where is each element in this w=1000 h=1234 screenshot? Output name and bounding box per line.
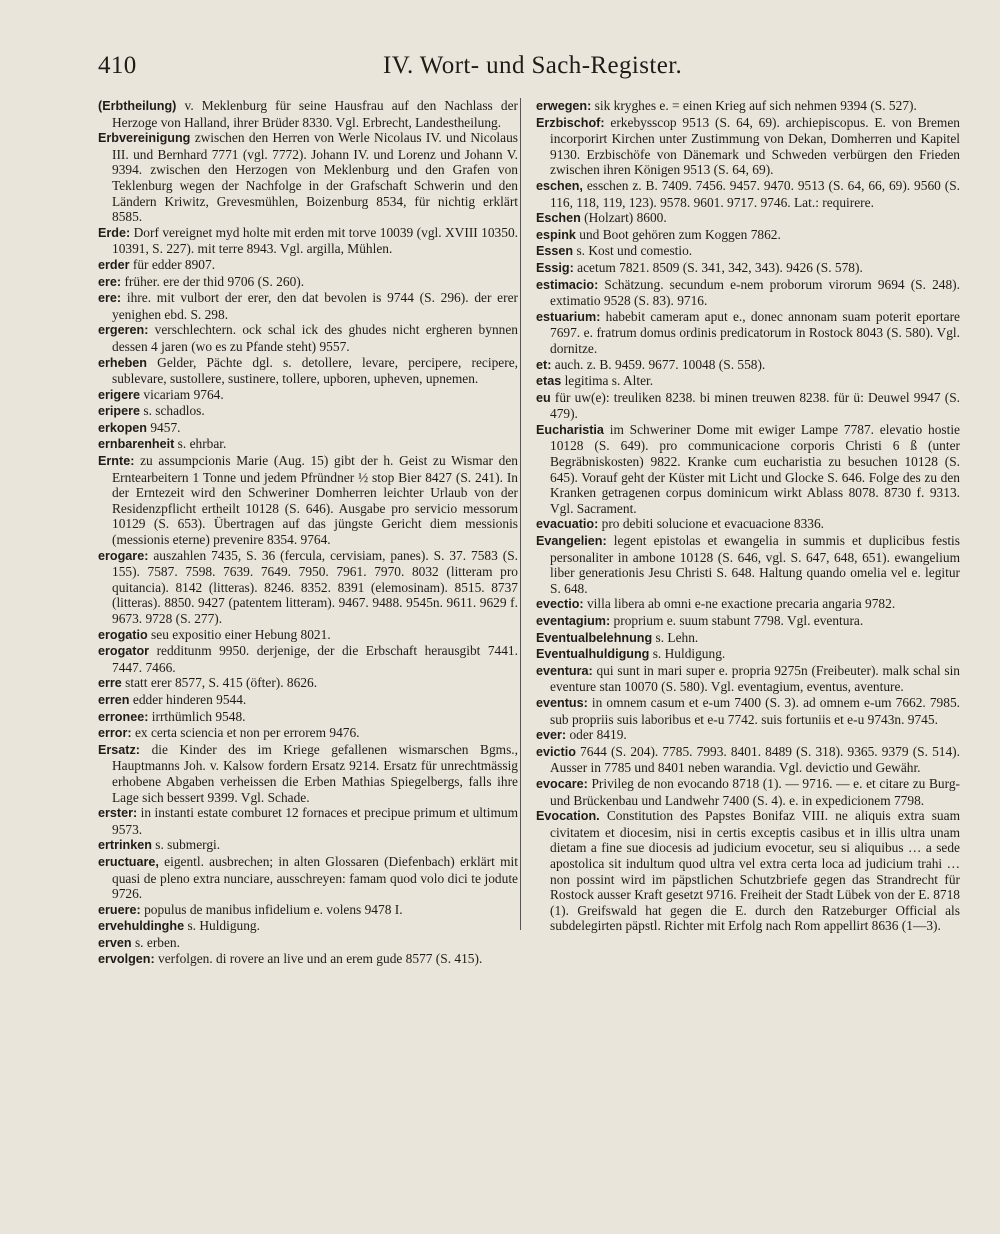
entry-text: s. Huldigung. (187, 918, 260, 934)
entry-headword: Ersatz: (98, 742, 140, 757)
entry-headword: erigere (98, 387, 141, 402)
entry-text: s. erben. (134, 934, 180, 950)
entry-headword: Eventualbelehnung (536, 630, 653, 645)
entry-text: seu expositio einer Hebung 8021. (151, 626, 331, 642)
entry-text: s. submergi. (155, 837, 221, 853)
entry-text: proprium e. suum stabunt 7798. Vgl. eventura. (613, 613, 864, 628)
entry-text: redditunm 9950. derjenige, der die Erbschaft herausgibt 7441. 7447. 7466. (112, 643, 518, 675)
entry-text: edder hinderen 9544. (132, 691, 247, 707)
index-entry (98, 548, 518, 627)
index-entry (98, 225, 518, 257)
index-entry (98, 742, 518, 805)
entry-headword: Erzbischof: (536, 115, 605, 130)
index-entry (98, 290, 518, 322)
entry-headword: ever: (536, 728, 567, 743)
index-entry (536, 373, 960, 390)
entry-headword: eripere (98, 404, 141, 419)
entry-text: esschen z. B. 7409. 7456. 9457. 9470. 9513 (S. 64, 66, 69). 9560 (S. 116, 118, 119, 123). 9578. 9601. 9717. 9746. Lat.: requirere. (550, 177, 960, 210)
entry-text: für edder 8907. (132, 256, 216, 272)
index-entry (98, 725, 518, 742)
entry-text: im Schweriner Dome mit ewiger Lampe 7787. elevatio hostie 10128 (S. 649). pro communicacione corporis Christi 6 ß (unter Begräbniskosten) 9822. Kranke cum eucharistia zu besuchen 10128 (S. 645). Vorauf geht der Küster mit Licht und Glocke S. 646. Folge des zu den Kranken getragenen corpus dominicum wirkt Ablass 8078. 8730 f. 9313. Vgl. Sacrament. (550, 421, 960, 516)
index-entry (98, 837, 518, 854)
entry-headword: ervolgen: (98, 952, 155, 967)
page-header (98, 52, 698, 88)
entry-headword: erogare: (98, 548, 149, 563)
entry-headword: evictio (536, 744, 576, 759)
entry-headword: estuarium: (536, 309, 601, 324)
index-entry (98, 98, 518, 130)
entry-text: auszahlen 7435, S. 36 (fercula, cervisiam, panes). S. 37. 7583 (S. 155). 7587. 7598. 7639. 7649. 7950. 7961. 7970. 8032 (litteram pro quitancia). 8142 (litteras). 8246. 8352. 8391 (elemosinam). 8515. 8737 (litteras). 8850. 9427 (patentem litteram). 9467. 9488. 9545n. 9611. 9629 f. 9673. 9728 (S. 277). (112, 547, 518, 626)
entry-headword: ervehuldinghe (98, 919, 185, 934)
entry-headword: erheben (98, 355, 147, 370)
entry-text: pro debiti solucione et evacuacione 8336. (601, 516, 825, 532)
entry-text: die Kinder des im Kriege gefallenen wismarschen Bgms., Hauptmanns Joh. v. Kalsow fordern Ersatz 9214. Ersatz für unrechtmässig erhobene Abgaben verheissen die Erben Mathias Spiegelbergs, falls ihre Lage sich bessert 9399. Vgl. Schade. (112, 741, 518, 805)
index-entry (536, 210, 960, 227)
entry-headword: erwegen: (536, 99, 592, 113)
index-entry (98, 692, 518, 709)
index-entry (536, 277, 960, 309)
index-entry (536, 663, 960, 695)
index-entry (536, 695, 960, 727)
index-entry (536, 178, 960, 210)
index-entry (536, 744, 960, 776)
entry-text: in instanti estate comburet 12 fornaces et precipue primum et ultimum 9573. (112, 805, 518, 837)
entry-headword: ernbarenheit (98, 437, 175, 452)
entry-headword: ere: (98, 274, 122, 289)
entry-headword: erder (98, 257, 130, 272)
entry-text: 7644 (S. 204). 7785. 7993. 8401. 8489 (S. 318). 9365. 9379 (S. 514). Ausser in 7785 und 8401 neben warandia. Vgl. devictio und Gewähr. (550, 743, 960, 776)
index-entry (98, 130, 518, 225)
entry-headword: eventagium: (536, 614, 611, 628)
entry-text: Gelder, Pächte dgl. s. detollere, levare, percipere, recipere, sublevare, sustollere, sustinere, tollere, upboren, upheven, upnemen. (112, 354, 518, 387)
entry-headword: ere: (98, 291, 122, 306)
left-column (98, 98, 518, 968)
index-entry (536, 776, 960, 808)
entry-text: in omnem casum et e-um 7400 (S. 3). ad omnem e-um 7662. 7985. sub propriis suis laboribus et e-u 7742. suis fortuniis et e-u 9743n. 9745. (550, 694, 960, 727)
entry-headword: Ernte: (98, 454, 135, 469)
index-entry (536, 260, 960, 277)
entry-text: qui sunt in mari super e. propria 9275n (Freibeuter). malk schal sin eventure stan 10070 (S. 580). Vgl. eventagium, eventus, aventure. (550, 662, 960, 695)
entry-headword: erogatio (98, 627, 148, 642)
entry-text: sik kryghes e. = einen Krieg auf sich nehmen 9394 (S. 527). (594, 98, 917, 113)
index-entry (98, 902, 518, 919)
entry-headword: Eventualhuldigung (536, 647, 650, 662)
entry-text: eigentl. ausbrechen; in alten Glossaren (Diefenbach) erklärt mit quasi de pleno extra nunciare, ausschreyen: famam quod volo dici te jodute 9726. (112, 853, 518, 902)
entry-headword: eschen, (536, 178, 583, 193)
entry-headword: erogator (98, 644, 150, 659)
entry-text: Schätzung. secundum e-nem proborum virorum 9694 (S. 248). extimatio 9528 (S. 83). 9716. (550, 276, 960, 309)
index-entry (98, 453, 518, 548)
index-entry (536, 808, 960, 934)
entry-text: Privileg de non evocando 8718 (1). — 9716. — e. et citare zu Burg- und Brückenbau und Landwehr 7400 (S. 4). e. in expedicionem 7798. (550, 775, 960, 808)
index-entry (98, 257, 518, 274)
entry-headword: ertrinken (98, 838, 152, 853)
index-entry (536, 422, 960, 517)
index-entry (98, 854, 518, 902)
entry-headword: evacuatio: (536, 517, 599, 532)
entry-text: s. Lehn. (655, 629, 699, 645)
entry-text: statt erer 8577, S. 415 (öfter). 8626. (125, 675, 318, 691)
index-entry (98, 420, 518, 437)
index-entry (98, 403, 518, 420)
index-entry (98, 805, 518, 837)
index-entry (98, 918, 518, 935)
entry-headword: erster: (98, 806, 138, 821)
index-entry (536, 390, 960, 422)
entry-text: s. schadlos. (143, 403, 205, 419)
entry-headword: (Erbtheilung) (98, 99, 177, 113)
entry-text: 9457. (150, 419, 181, 435)
entry-headword: et: (536, 357, 552, 372)
entry-text: s. Kost und comestio. (576, 243, 693, 259)
index-entry (98, 935, 518, 952)
index-entry (98, 709, 518, 726)
entry-headword: erven (98, 935, 132, 950)
entry-headword: error: (98, 726, 132, 741)
entry-headword: eructuare, (98, 854, 159, 869)
index-entry (536, 646, 960, 663)
index-entry (98, 274, 518, 291)
entry-text: vicariam 9764. (143, 386, 224, 402)
entry-text: s. Huldigung. (652, 646, 726, 662)
entry-text: früher. ere der thid 9706 (S. 260). (124, 273, 305, 289)
index-entry (98, 387, 518, 404)
entry-headword: evocare: (536, 776, 588, 791)
index-entry (98, 436, 518, 453)
entry-headword: Eschen (536, 211, 581, 226)
entry-headword: erren (98, 692, 130, 707)
page-number: 410 (98, 52, 137, 79)
index-entry (536, 227, 960, 244)
entry-text: v. Meklenburg für seine Hausfrau auf den Nachlass der Herzoge von Halland, ihrer Brüder 8330. Vgl. Erbrecht, Landestheilung. (112, 98, 518, 130)
entry-text: auch. z. B. 9459. 9677. 10048 (S. 558). (554, 356, 766, 372)
entry-headword: evectio: (536, 597, 584, 612)
entry-text: irrthümlich 9548. (151, 708, 246, 724)
entry-text: ex certa sciencia et non per errorem 9476. (134, 725, 360, 741)
index-entry (98, 643, 518, 675)
index-entry (536, 243, 960, 260)
entry-text: legent epistolas et ewangelia in summis et duplicibus festis personaliter in ambone 10128 (S. 646, vgl. S. 647, 648, 651). ewangelium liber generationis Jesu Christi S. 648. Haltung quando omelia vel e. legitur S. 648. (550, 533, 960, 596)
entry-text: s. ehrbar. (177, 436, 227, 452)
entry-text: villa libera ab omni e-ne exactione precaria angaria 9782. (586, 596, 896, 612)
entry-headword: Evangelien: (536, 534, 607, 549)
entry-text: populus de manibus infidelium e. volens 9478 I. (144, 901, 403, 917)
entry-headword: erkopen (98, 420, 147, 435)
entry-text: oder 8419. (569, 727, 627, 743)
index-entry (536, 613, 960, 630)
right-column (536, 98, 960, 934)
index-entry (98, 355, 518, 387)
entry-text: habebit cameram aput e., donec annonam suam poterit eportare 7697. e. fratrum domus ordinis predicatorum in Rostock 8043 (S. 580). Vgl. dornitze. (550, 308, 960, 356)
entry-headword: eruere: (98, 902, 141, 917)
entry-headword: eventus: (536, 695, 588, 710)
index-entry (536, 727, 960, 744)
entry-headword: Essig: (536, 260, 574, 275)
entry-text: verschlechtern. ock schal ick des ghudes nicht ergheren bynnen dessen 4 jaren (wo es zu Pfande steht) 9557. (112, 322, 518, 354)
entry-headword: Erde: (98, 225, 131, 240)
index-entry (536, 115, 960, 178)
column-divider (520, 98, 521, 930)
entry-text: Dorf vereignet myd holte mit erden mit torve 10039 (vgl. XVIII 10350. 10391, S. 227). mit terre 8943. Vgl. argilla, Mühlen. (112, 224, 518, 257)
entry-text: erkebysscop 9513 (S. 64, 69). archiepiscopus. E. von Bremen incorporirt Kirchen unter Zustimmung von Dekan, Domherren und Kapitel 9130. Erzbischöfe von Dänemark und Schweden verbürgen den Frieden zwischen ihren Königen 9513 (S. 64, 69). (550, 114, 960, 178)
entry-headword: estimacio: (536, 277, 599, 292)
entry-text: acetum 7821. 8509 (S. 341, 342, 343). 9426 (S. 578). (577, 259, 863, 275)
index-entry (536, 309, 960, 357)
entry-text: und Boot gehören zum Koggen 7862. (579, 226, 781, 242)
entry-headword: erre (98, 676, 122, 691)
index-entry (98, 675, 518, 692)
entry-text: für uw(e): treuliken 8238. bi minen treuwen 8238. für ü: Deuwel 9947 (S. 479). (550, 389, 960, 422)
index-entry (536, 533, 960, 596)
entry-text: zu assumpcionis Marie (Aug. 15) gibt der h. Geist zu Wismar den Erntearbeitern 1 Tonne und jedem Pfründner ½ stop Bier 8427 (S. 241). In der Erntezeit wird den Schweriner Domherren leichter Urlaub von der Residenzpflicht ertheilt 10128 (S. 646). Ausgabe pro servicio messorum 10129 (S. 653). Übertragen auf das jüngste Gericht diem messionis (messionis eterne) prevenire 8354. 9764. (112, 453, 518, 548)
entry-headword: Erbvereinigung (98, 131, 191, 146)
entry-headword: Evocation. (536, 809, 600, 824)
entry-text: (Holzart) 8600. (584, 210, 667, 226)
entry-headword: espink (536, 227, 576, 242)
entry-headword: etas (536, 374, 562, 389)
entry-text: verfolgen. di rovere an live und an erem gude 8577 (S. 415). (158, 951, 483, 967)
index-entry (98, 951, 518, 968)
index-entry (536, 516, 960, 533)
entry-text: zwischen den Herren von Werle Nicolaus IV. und Nicolaus III. und Bernhard 7771 (vgl. 7772). Johann IV. und Lorenz und Johann V. 9394. zwischen den Herzogen von Meklenburg und den Grafen von Teklenburg wegen der Nachfolge in der Grafschaft Schwerin und den Ländern Kriwitz, Grevesmühlen, Boizenburg 8534, für nichtig erklärt 8585. (112, 130, 518, 225)
entry-text: ihre. mit vulbort der erer, den dat bevolen is 9744 (S. 296). der erer yenighen ebd. S. 298. (112, 290, 518, 322)
index-entry (536, 357, 960, 374)
entry-headword: ergeren: (98, 323, 149, 338)
page-title: IV. Wort- und Sach-Register. (383, 52, 683, 79)
index-entry (98, 322, 518, 354)
entry-headword: Eucharistia (536, 422, 604, 437)
index-entry (536, 98, 960, 115)
entry-text: legitima s. Alter. (564, 373, 654, 389)
index-entry (98, 627, 518, 644)
entry-headword: erronee: (98, 709, 149, 724)
index-entry (536, 596, 960, 613)
index-entry (536, 630, 960, 647)
entry-headword: eu (536, 390, 551, 405)
entry-headword: Essen (536, 244, 574, 259)
entry-text: Constitution des Papstes Bonifaz VIII. ne aliquis extra suam civitatem et diocesim, nisi in certis exceptis casibus et in illis ultra unam dietam a fine sue diocesis ad judicium evocetur, seu si aliquibus … a sede apostolica sit indultum quod ultra vel extra certa loca ad judicium trahi … non possint wird im päpstlichen Schutzbriefe gegen das Strandrecht für Rostock ausser Kraft gesetzt 9716. Freiheit der Stadt Lübek von der E. 8718 (1). Greifswald hat gegen die E. durch den Ratzeburger Official als subdelegirten päpstl. Richter mit Erfolg nach Rom appellirt 8636 (1—3). (550, 808, 960, 934)
entry-headword: eventura: (536, 663, 593, 678)
